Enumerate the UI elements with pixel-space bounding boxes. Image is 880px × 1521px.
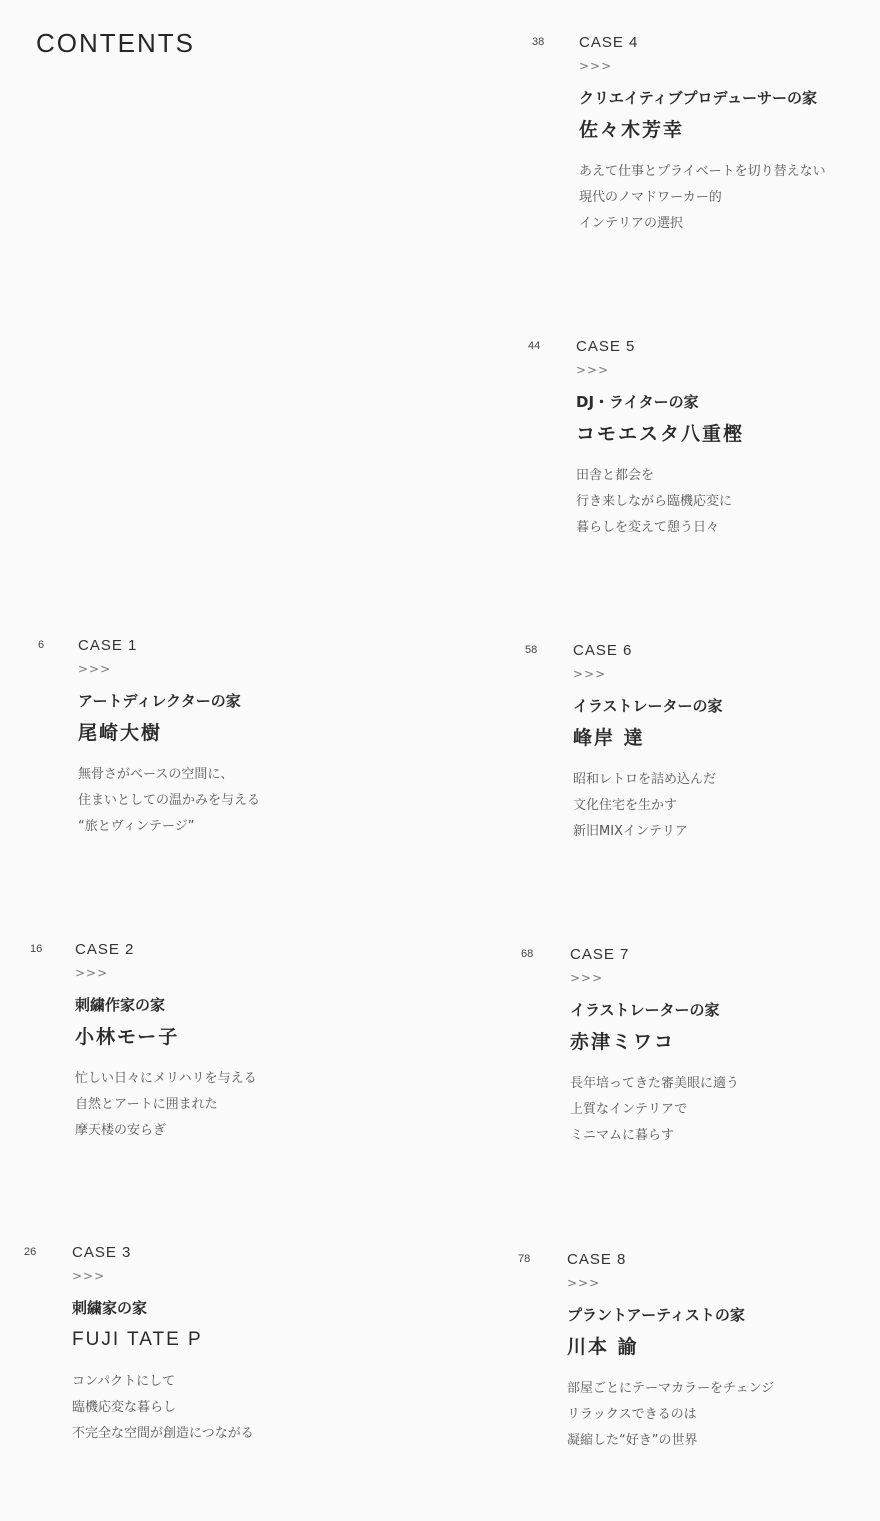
page-number: 58 xyxy=(525,644,538,656)
page-number: 44 xyxy=(528,340,541,352)
description xyxy=(576,463,744,541)
owner-name: 小林モー子 xyxy=(75,1026,180,1048)
owner-name: 川本 諭 xyxy=(567,1336,639,1358)
home-title: DJ・ライターの家 xyxy=(576,393,699,411)
home-title: イラストレーターの家 xyxy=(570,1001,720,1019)
case-label: CASE 3 xyxy=(72,1244,132,1261)
description-line: 臨機応変な暮らし xyxy=(72,1400,177,1415)
arrow-marker: >>> xyxy=(78,662,112,676)
page-number: 38 xyxy=(532,36,545,48)
case-label: CASE 1 xyxy=(78,637,138,654)
page-number: 68 xyxy=(521,948,534,960)
home-title: アートディレクターの家 xyxy=(78,692,241,710)
arrow-marker: >>> xyxy=(576,363,610,377)
description-line: “旅とヴィンテージ” xyxy=(78,819,195,834)
description-line: あえて仕事とプライベートを切り替えない xyxy=(579,164,826,179)
description-line: 長年培ってきた審美眼に適う xyxy=(570,1076,740,1091)
home-title: クリエイティブプロデューサーの家 xyxy=(579,89,818,107)
page-number: 78 xyxy=(518,1253,531,1265)
arrow-marker: >>> xyxy=(567,1276,601,1290)
arrow-marker: >>> xyxy=(579,59,613,73)
description-line: 上質なインテリアで xyxy=(570,1102,688,1117)
home-title: プラントアーティストの家 xyxy=(567,1306,745,1324)
description-line: 摩天楼の安らぎ xyxy=(75,1123,167,1138)
description-line: 部屋ごとにテーマカラーをチェンジ xyxy=(567,1381,775,1396)
description xyxy=(573,767,723,845)
owner-name: FUJI TATE P xyxy=(72,1329,203,1350)
description-line: 住まいとしての温かみを与える xyxy=(78,793,261,808)
case-label: CASE 8 xyxy=(567,1251,627,1268)
owner-name: 赤津ミワコ xyxy=(570,1031,676,1053)
description-line: 不完全な空間が創造につながる xyxy=(72,1426,254,1441)
description-line: 忙しい日々にメリハリを与える xyxy=(75,1071,257,1086)
home-title: 刺繍作家の家 xyxy=(75,996,166,1014)
description xyxy=(570,1071,739,1149)
owner-name: 峰岸 達 xyxy=(573,727,645,749)
description-line: 暮らしを変えて憩う日々 xyxy=(576,520,720,535)
description xyxy=(75,1066,257,1144)
description-line: 現代のノマドワーカー的 xyxy=(579,190,722,205)
arrow-marker: >>> xyxy=(72,1269,106,1283)
page-number: 16 xyxy=(30,943,43,955)
owner-name: コモエスタ八重樫 xyxy=(576,423,745,445)
case-label: CASE 7 xyxy=(570,946,630,963)
description-line: 昭和レトロを詰め込んだ xyxy=(573,772,717,787)
description-line: 新旧MIXインテリア xyxy=(573,824,688,839)
page-title: CONTENTS xyxy=(36,28,195,58)
description xyxy=(72,1369,254,1447)
page-number: 6 xyxy=(38,639,45,651)
description xyxy=(579,159,826,237)
arrow-marker: >>> xyxy=(573,667,607,681)
description xyxy=(78,762,260,840)
arrow-marker: >>> xyxy=(570,971,604,985)
case-label: CASE 2 xyxy=(75,941,135,958)
case-label: CASE 6 xyxy=(573,642,633,659)
description-line: 凝縮した“好き”の世界 xyxy=(567,1433,698,1448)
description-line: ミニマムに暮らす xyxy=(570,1128,675,1143)
description-line: 田舎と都会を xyxy=(576,468,655,483)
home-title: 刺繍家の家 xyxy=(72,1299,148,1317)
description-line: 自然とアートに囲まれた xyxy=(75,1097,218,1112)
arrow-marker: >>> xyxy=(75,966,109,980)
owner-name: 佐々木芳幸 xyxy=(579,119,685,141)
description-line: インテリアの選択 xyxy=(579,216,684,231)
case-label: CASE 4 xyxy=(579,34,639,51)
description xyxy=(567,1376,774,1454)
case-label: CASE 5 xyxy=(576,338,636,355)
owner-name: 尾崎大樹 xyxy=(78,722,163,744)
description-line: 行き来しながら臨機応変に xyxy=(576,494,733,509)
description-line: コンパクトにして xyxy=(72,1374,176,1389)
description-line: 無骨さがベースの空間に、 xyxy=(78,767,234,782)
page-number: 26 xyxy=(24,1246,37,1258)
description-line: 文化住宅を生かす xyxy=(573,798,678,813)
home-title: イラストレーターの家 xyxy=(573,697,723,715)
description-line: リラックスできるのは xyxy=(567,1407,697,1422)
